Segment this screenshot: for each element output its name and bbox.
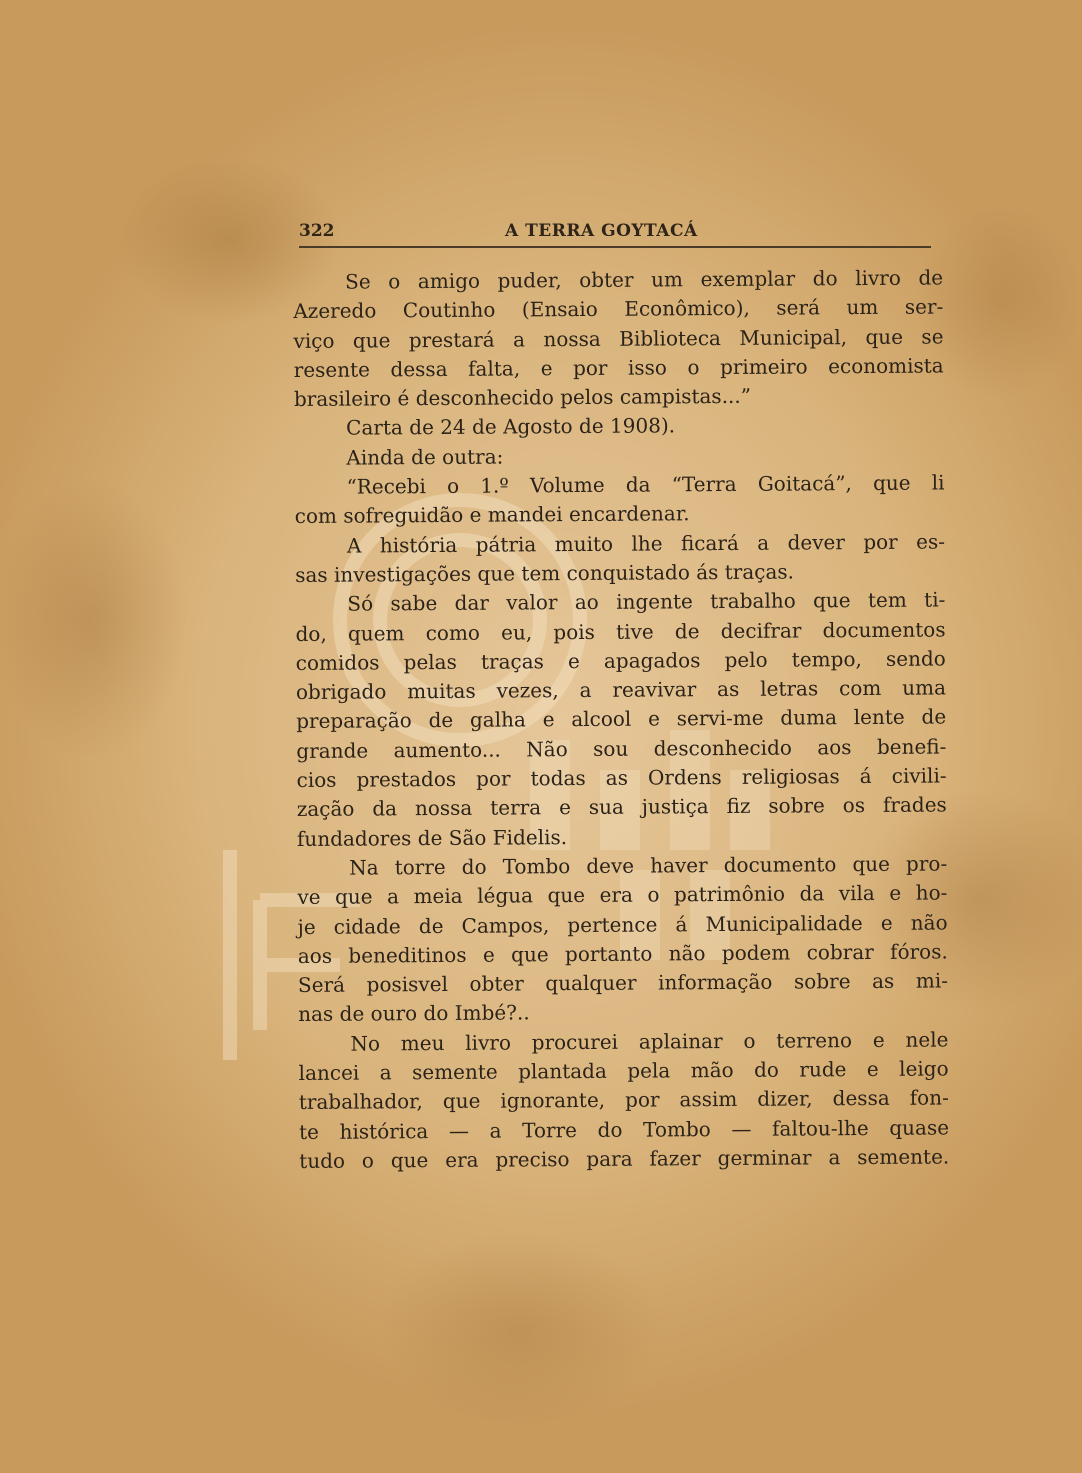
running-title: A TERRA GOYTACÁ [505,221,698,241]
text-line: Se o amigo puder, obter um exemplar do livro de [345,265,944,294]
text-line: do, quem como eu, pois tive de decifrar documentos [295,617,946,646]
text-line: je cidade de Campos, pertence á Municipalidade e não [297,909,948,939]
text-line: No meu livro procurei aplainar o terreno e nele [350,1027,949,1056]
text-line: Na torre do Tombo deve haver documento que pro- [349,851,948,880]
text-line: Só sabe dar valor ao ingente trabalho que tem ti- [347,587,946,616]
text-line: Azeredo Coutinho (Ensaio Econômico), será um ser- [293,294,944,324]
text-line: tudo o que era preciso para fazer germinar a semente. [299,1144,950,1173]
text-line: cios prestados por todas as Ordens religiosas á civili- [296,763,947,793]
text-line: nas de ouro do Imbé?.. [298,1000,530,1027]
text-line: lancei a semente plantada pela mão do rude e leigo [298,1056,949,1085]
text-line: brasileiro é desconhecido pelos campistas...” [293,383,752,412]
text-line: resente dessa falta, e por isso o primeiro economista [293,353,944,382]
page-header [299,218,931,248]
page-number: 322 [299,221,335,241]
text-line: ve que a meia légua que era o patrimônio da vila e ho- [297,880,948,910]
text-line: comidos pelas traças e apagados pelo tempo, sendo [295,646,946,675]
text-line: Carta de 24 de Agosto de 1908). [346,413,676,441]
text-line: Ainda de outra: [346,444,504,470]
text-line: com sofreguidão e mandei encardenar. [294,501,690,529]
text-line: te histórica — a Torre do Tombo — faltou-lhe quase [298,1115,950,1144]
text-line: preparação de galha e alcool e servi-me duma lente de [296,704,947,734]
text-line: grande aumento... Não sou desconhecido aos benefi- [296,734,947,763]
text-line: trabalhador, que ignorante, por assim dizer, dessa fon- [298,1085,949,1115]
body-text [293,263,949,1176]
text-line: obrigado muitas vezes, a reavivar as letras com uma [295,675,947,705]
text-line: fundadores de São Fidelis. [296,824,568,851]
text-line: zação da nossa terra e sua justiça fiz sobre os frades [296,792,947,822]
text-line: viço que prestará a nossa Biblioteca Municipal, que se [293,324,944,353]
text-line: sas investigações que tem conquistado ás traças. [295,559,795,587]
text-line: “Recebi o 1.º Volume da “Terra Goitacá”, que li [346,470,945,499]
text-line: Será posisvel obter qualquer informação sobre as mi- [297,968,949,998]
text-line: aos beneditinos e que portanto não podem cobrar fóros. [297,939,948,968]
text-line: A história pátria muito lhe ficará a dever por es- [346,529,946,558]
